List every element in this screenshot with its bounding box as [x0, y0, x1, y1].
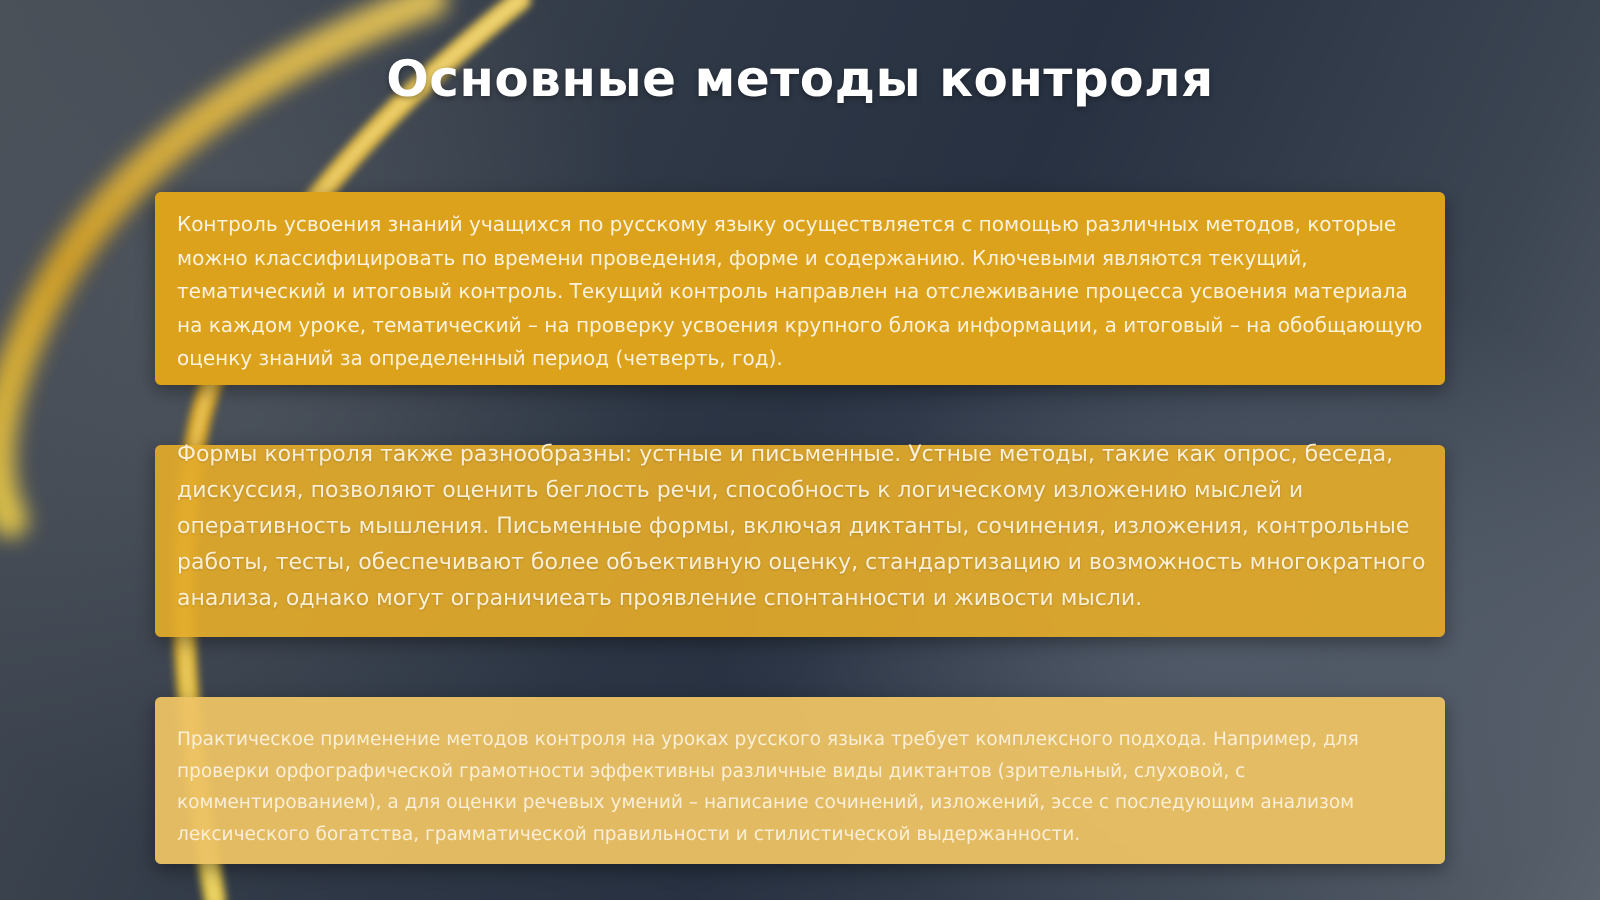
- text-card-1: [155, 192, 1445, 385]
- text-card-3-body: Практическое применение методов контроля на уроках русского языка требует комплексного подхода. Например, для проверки орфографической грамотности эффективны различные виды диктантов (зрительный, слуховой, с комментированием), а для оценки речевых умений – написание сочинений, изложений, эссе с последующим анализом лексического богатства, грамматической правильности и стилистической выдержанности.: [177, 729, 1359, 845]
- text-card-3: [155, 697, 1445, 864]
- slide-title: Основные методы контроля: [386, 50, 1214, 108]
- text-card-1-body: Контроль усвоения знаний учащихся по русскому языку осуществляется с помощью различных методов, которые можно классифицировать по времени проведения, форме и содержанию. Ключевыми являются текущий, тематический и итоговый контроль. Текущий контроль направлен на отслеживание процесса усвоения материала на каждом уроке, тематический – на проверку усвоения крупного блока информации, а итоговый – на обобщающую оценку знаний за определенный период (четверть, год).: [177, 212, 1423, 370]
- text-card-2: [155, 442, 1445, 637]
- text-card-2-body: Формы контроля также разнообразны: устные и письменные. Устные методы, такие как опрос, беседа, дискуссия, позволяют оценить беглость речи, способность к логическому изложению мыслей и оперативность мышления. Письменные формы, включая диктанты, сочинения, изложения, контрольные работы, тесты, обеспечивают более объективную оценку, стандартизацию и возможность многократного анализа, однако могут ограничиеать проявление спонтанности и живости мысли.: [177, 442, 1426, 611]
